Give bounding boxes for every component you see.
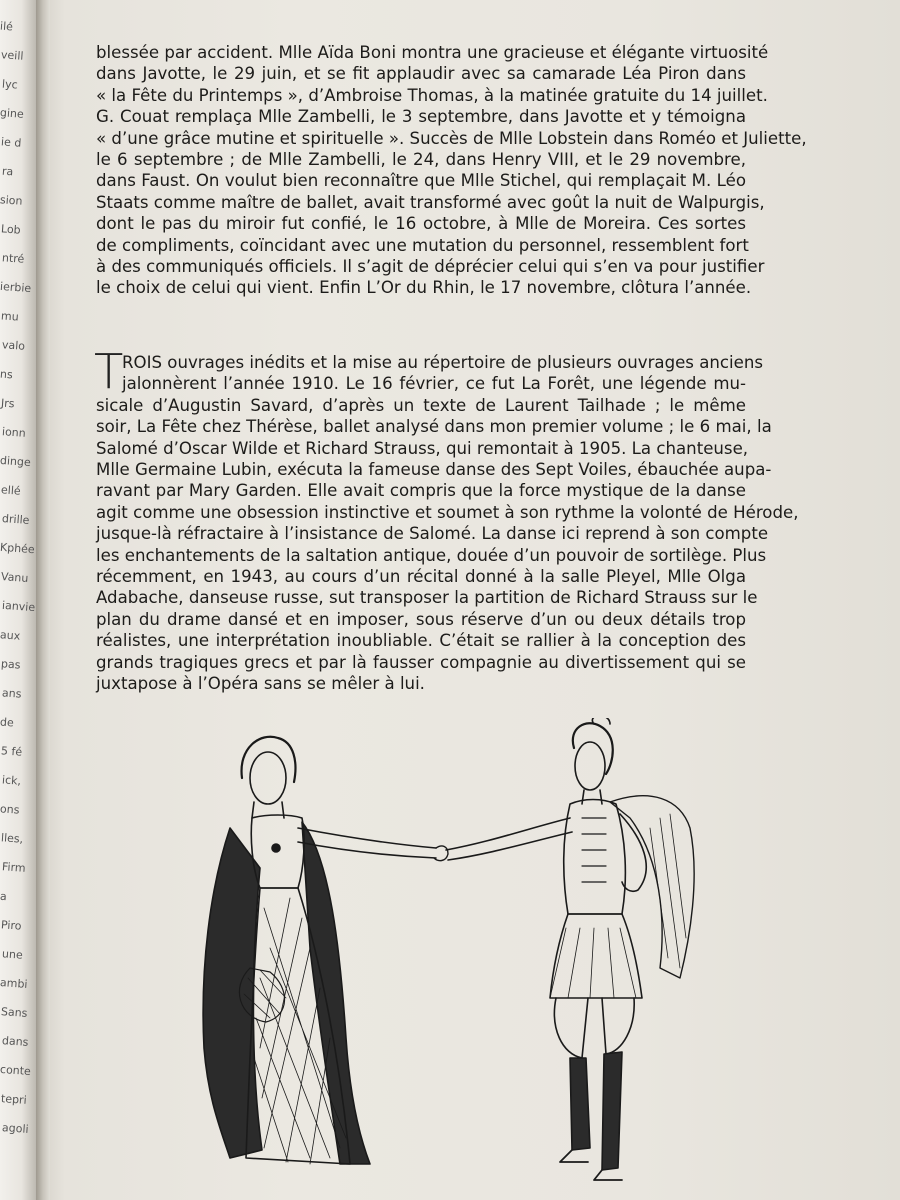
- text-line: sicale d’Augustin Savard, d’après un texte de Laurent Tailhade ; le même: [96, 395, 746, 415]
- facing-page-text-fragment: dans: [1, 1034, 29, 1049]
- dancers-illustration: [190, 718, 730, 1188]
- text-line: juxtapose à l’Opéra sans se mêler à lui.: [96, 674, 425, 694]
- paragraph-1: [96, 42, 807, 299]
- text-line: jusque-là réfractaire à l’insistance de Salomé. La danse ici reprend à son compte: [96, 524, 769, 544]
- facing-page-text-fragment: Jrs: [0, 396, 15, 411]
- paragraph-2: [94, 344, 799, 695]
- facing-page-text-fragment: ellé: [0, 483, 22, 498]
- text-line: jalonnèrent l’année 1910. Le 16 février, ce fut La Forêt, une légende mu-: [122, 374, 746, 394]
- text-line: dans Javotte, le 29 juin, et se fit applaudir avec sa camarade Léa Piron dans: [96, 64, 746, 84]
- facing-page-text-fragment: tepri: [0, 1092, 28, 1107]
- text-line: le choix de celui qui vient. Enfin L’Or du Rhin, le 17 novembre, clôtura l’année.: [96, 278, 752, 298]
- facing-page-text-fragment: mu: [0, 309, 20, 324]
- facing-page-text-fragment: 5 fé: [0, 744, 23, 759]
- facing-page-text-fragment: agoli: [1, 1121, 29, 1136]
- text-line: G. Couat remplaça Mlle Zambelli, le 3 septembre, dans Javotte et y témoigna: [96, 107, 746, 127]
- book-gutter: [36, 0, 50, 1200]
- text-line: Mlle Germaine Lubin, exécuta la fameuse danse des Sept Voiles, ébauchée aupa-: [96, 460, 772, 480]
- facing-page-text-fragment: ie d: [0, 135, 22, 150]
- facing-page-text-fragment: drille: [1, 512, 30, 527]
- text-line: Staats comme maître de ballet, avait transformé avec goût la nuit de Walpurgis,: [96, 192, 765, 212]
- facing-page-text-fragment: ans: [1, 686, 22, 701]
- facing-page-text-fragment: valo: [1, 338, 26, 353]
- facing-page-text-fragment: Vanu: [0, 570, 29, 585]
- facing-page-text-fragment: ambi: [0, 976, 28, 991]
- facing-page-text-fragment: sion: [0, 193, 23, 208]
- facing-page-text-fragment: Kphée: [0, 540, 36, 557]
- drop-cap: T: [94, 344, 124, 400]
- facing-page-text-fragment: une: [1, 947, 24, 962]
- text-line: Salomé d’Oscar Wilde et Richard Strauss, qui remontait à 1905. La chanteuse,: [96, 438, 749, 458]
- facing-page-text-fragment: ilé: [0, 19, 14, 34]
- facing-page-text-fragment: ick,: [1, 773, 22, 788]
- facing-page-text-fragment: ra: [1, 164, 14, 179]
- facing-page-text-fragment: Firm: [1, 860, 27, 875]
- facing-page-text-fragment: a: [0, 889, 8, 904]
- text-line: ROIS ouvrages inédits et la mise au répertoire de plusieurs ouvrages anciens: [122, 353, 764, 372]
- facing-page-text-fragment: ons: [0, 802, 20, 817]
- text-line: réalistes, une interprétation inoubliable. C’était se rallier à la conception des: [96, 631, 746, 651]
- text-line: « d’une grâce mutine et spirituelle ». Succès de Mlle Lobstein dans Roméo et Juliette,: [96, 128, 807, 148]
- text-line: Adabache, danseuse russe, sut transposer la partition de Richard Strauss sur le: [96, 588, 758, 608]
- facing-page-text-fragment: lyc: [1, 77, 19, 92]
- facing-page-text-fragment: dinge: [0, 453, 32, 470]
- facing-page-text-fragment: ierbie: [0, 279, 32, 296]
- text-line: « la Fête du Printemps », d’Ambroise Thomas, à la matinée gratuite du 14 juillet.: [96, 85, 768, 105]
- text-line: dans Faust. On voulut bien reconnaître que Mlle Stichel, qui remplaçait M. Léo: [96, 171, 746, 191]
- facing-page-text-fragment: pas: [0, 657, 21, 672]
- facing-page-text-fragment: Sans: [0, 1005, 28, 1020]
- text-line: les enchantements de la saltation antique, douée d’un pouvoir de sortilège. Plus: [96, 545, 767, 565]
- text-line: agit comme une obsession instinctive et soumet à son rythme la volonté de Hérode,: [96, 502, 799, 522]
- facing-page-text-fragment: gine: [0, 106, 25, 121]
- text-line: de compliments, coïncidant avec une mutation du personnel, ressemblent fort: [96, 235, 749, 255]
- facing-page-edge: [0, 0, 36, 1200]
- text-line: grands tragiques grecs et par là fausser compagnie au divertissement qui se: [96, 652, 746, 672]
- facing-page-text-fragment: de: [0, 715, 15, 730]
- facing-page-text-fragment: ionn: [1, 425, 27, 440]
- text-line: récemment, en 1943, au cours d’un récital donné à la salle Pleyel, Mlle Olga: [96, 567, 746, 587]
- facing-page-text-fragment: Piro: [0, 918, 22, 933]
- text-line: blessée par accident. Mlle Aïda Boni montra une gracieuse et élégante virtuosité: [96, 43, 769, 62]
- text-line: plan du drame dansé et en imposer, sous réserve d’un ou deux détails trop: [96, 609, 746, 629]
- facing-page-text-fragment: veill: [0, 48, 24, 63]
- facing-page-text-fragment: ns: [0, 367, 14, 382]
- man-figure: [446, 718, 694, 1180]
- woman-figure: [203, 737, 436, 1164]
- facing-page-text-fragment: Lob: [0, 222, 22, 237]
- text-line: dont le pas du miroir fut confié, le 16 octobre, à Mlle de Moreira. Ces sortes: [96, 214, 746, 234]
- facing-page-text-fragment: conte: [0, 1062, 32, 1079]
- text-line: ravant par Mary Garden. Elle avait compris que la force mystique de la danse: [96, 481, 746, 501]
- facing-page-text-fragment: aux: [0, 628, 21, 643]
- facing-page-text-fragment: lles,: [0, 831, 24, 846]
- facing-page-text-fragment: ntré: [1, 251, 25, 266]
- text-line: le 6 septembre ; de Mlle Zambelli, le 24, dans Henry VIII, et le 29 novembre,: [96, 150, 746, 170]
- text-line: à des communiqués officiels. Il s’agit de déprécier celui qui s’en va pour justifier: [96, 257, 765, 277]
- text-line: soir, La Fête chez Thérèse, ballet analysé dans mon premier volume ; le 6 mai, la: [96, 417, 772, 437]
- facing-page-text-fragment: ianvie: [1, 598, 36, 615]
